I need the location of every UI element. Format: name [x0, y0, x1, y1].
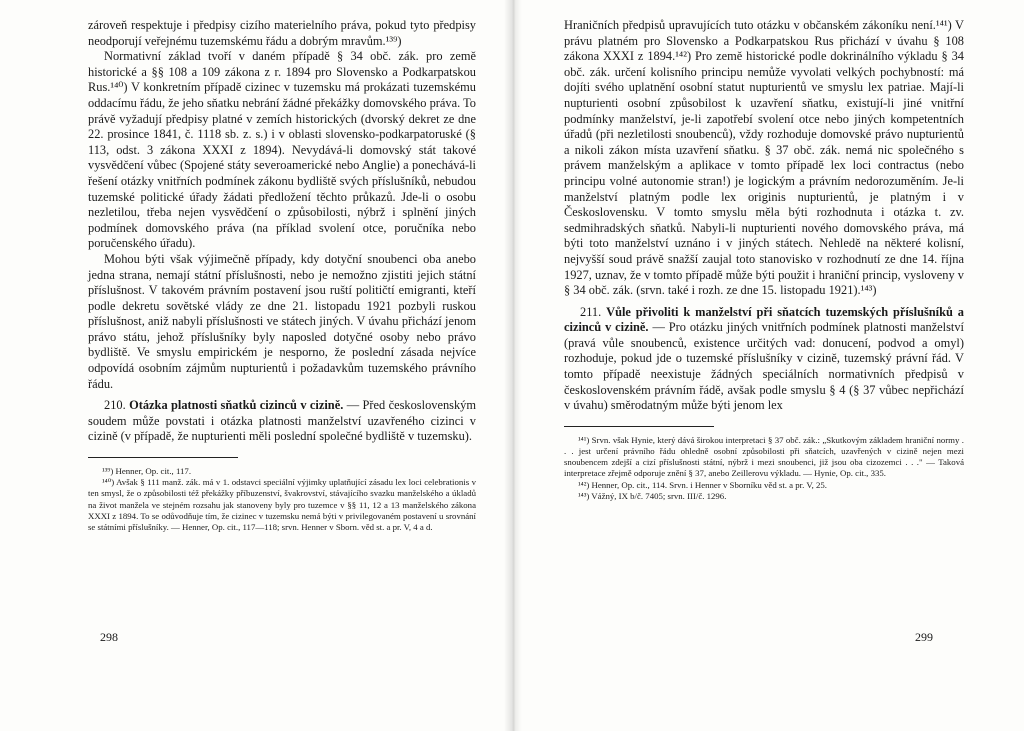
left-paragraph-2: Normativní základ tvoří v daném případě § 34 obč. zák. pro země historické a §§ 108 a 109 zákona z r. 1894 pro Slovensko a Podkarpatskou Rus.¹⁴⁰) V konkretním případě cizinec v tuzemsku má prokázati tuzemskému oddacímu řádu, že jeho sňatku nebrání žádné překážky domovského práva. To právě vyžadují předpisy platné v zemích historických (dvorský dekret ze dne 22. prosince 1841, č. 1118 sb. z. s.) i v oblasti slovensko-podkarpatoruské (§ 113, odst. 3 zákona XXXI z 1894). Nevydává-li domovský stát takové vysvědčení vůbec (Spojené státy severoamerické nebo Anglie) a ponechává-li řešení otázky vnitřních podmínek zákonu bydliště svých příslušníků, nebudou tuzemské politické úřady žádati předložení těchto průkazů. Jde-li o osobu nezletilou, třeba nejen vysvědčení o způsobilosti, nýbrž i splnění jiných podmínek domovského práva (na příklad svolení otce, poručníka nebo poručenského úřadu). [88, 49, 476, 251]
right-text-column [564, 18, 964, 502]
footnote-142: ¹⁴²) Henner, Op. cit., 114. Srvn. i Henner v Sborníku věd st. a pr. V, 25. [578, 479, 827, 490]
section-211-number: 211. [580, 304, 602, 319]
section-210-number: 210. [104, 398, 126, 413]
left-paragraph-3: Mohou býti však výjimečně případy, kdy dotyční snoubenci oba anebo jedna strana, nemají státní příslušnosti, nebo je nemožno zjistiti jejich státní příslušnost. V takovém právním postavení jsou ruští političtí emigranti, kteří podle dekretu sovětské vlády ze dne 21. listopadu 1921 pozbyli ruskou příslušnost, aniž nabyli příslušnosti ve státech jiných. V úvahu přichází jenom právo státu, jehož příslušníky byly naposled dotyčné osoby nebo právo bydliště. Ve smyslu empirickém je nesporno, že poslední zásada nejvíce odpovídá osobním zájmům nupturientů i požadavkům tuzemského právního řádu. [88, 251, 476, 391]
page-number-right: 299 [915, 630, 933, 644]
footnote-141: ¹⁴¹) Srvn. však Hynie, který dává širokou interpretaci § 37 obč. zák.: „Skutkovým základem hraniční normy . . . jest určení právního řádu ohledně osobní způsobilosti při sňatcích, uzavřených v cizině nejen mezi snoubencem zdejší a cizí příslušnosti státní, nýbrž i mezi snoubenci, již jsou oba cizozemci . . ." — Taková interpretace zřejmě odporuje znění § 37, anebo Zeillerovu výkladu. — Hynie, Op. cit., 335. [564, 434, 964, 479]
footnote-143: ¹⁴³) Vážný, IX b/č. 7405; srvn. III/č. 1296. [578, 490, 727, 501]
page-number-left: 298 [100, 630, 118, 644]
right-paragraph-1: Hraničních předpisů upravujících tuto otázku v občanském zákoníku není.¹⁴¹) V právu platném pro Slovensko a Podkarpatskou Rus přichází v úvahu § 108 zákona XXXI z 1894.¹⁴²) Pro země historické podle dokrinálního výkladu § 34 obč. zák. určení kolisního principu nemůže vyvolati velkých pochybností: má dojíti svého uplatnění osobní statut nupturientů ve smyslu lex patriae. Mají-li nupturienti osobní způsobilost k uzavření sňatku, existují-li jiné vnitřní podmínky manželství, je-li zapotřebí svolení otce nebo jiných kompetentních úřadů (při nezletilosti snoubenců), vždy rozhoduje domovské právo nupturientů a nikoli zákon místa uzavření sňatku. § 37 obč. zák. nemá nic společného s právem manželským a aplikace v tomto případě lex loci contractus (nebo principu volné autonomie stran!) je logickým a právním nedorozuměním. Je-li manželství platným podle lex originis nupturientů, je platným i v Československu. V tomto smyslu měla býti rozhodnuta i otázka t. zv. sedmihradských sňatků. Nabyli-li nupturienti nového domovského práva, má býti toto manželství uznáno i v jiných státech. Nehledě na některé kolisní, nejvyšší soud právě snažší zaujal toto stanovisko v rozhodnutí ze dne 14. října 1927, uznav, že v tomto případě může býti použit i hraniční princip, vysloveny v § 34 obč. zák. (srvn. také i rozh. ze dne 15. listopadu 1921).¹⁴³) [564, 18, 964, 298]
footnote-rule [88, 457, 238, 458]
footnote-140: ¹⁴⁰) Avšak § 111 manž. zák. má v 1. odstavci speciální výjimky uplatňující zásadu lex loci celebrationis v ten smysl, že o způsobilosti též překážky příbuzenství, švakrovství, stávajícího svazku manželského a úkladů na život manžela ve stejném rozsahu jak stanoveny byly pro tuzemce v §§ 11, 12 a 13 manželského zákona XXXI z 1894. To se odůvodňuje tím, že cizinec v tuzemsku nemá býti v privilegovaném postavení u srovnání se státními příslušníky. — Henner, Op. cit., 117—118; srvn. Henner v Sborn. věd st. a pr. V, 4 a d. [88, 477, 476, 533]
footnote-139: ¹³⁹) Henner, Op. cit., 117. [102, 466, 192, 477]
right-footnotes [564, 435, 964, 502]
left-paragraph-1: zároveň respektuje i předpisy cizího materielního práva, pokud tyto předpisy neodporují veřejnému tuzemskému řádu a dobrým mravům.¹³⁹) [88, 18, 476, 48]
footnote-rule [564, 426, 714, 427]
section-210-title: Otázka platnosti sňatků cizinců v cizině. [129, 398, 344, 413]
section-211-title: Vůle přivoliti k manželství při sňatcích tuzemských příslušníků a cizinců v cizině. [564, 304, 964, 335]
section-211-heading [564, 305, 964, 414]
left-text-column [88, 18, 476, 533]
left-footnotes [88, 466, 476, 533]
section-211-text: — Pro otázku jiných vnitřních podmínek platnosti manželství (pravá vůle snoubenců, existence určitých vad: donucení, podvod a omyl) rozhoduje, pokud jde o tuzemské příslušníky v cizině, tuzemský právní řád. V tomto případě neexistuje žádných speciálních normativních předpisů v československém právním řádě, avšak podle smyslu § 4 (§ 37 vůbec nepřichází v úvahu) směrodatným může býti jenom lex [564, 320, 964, 413]
section-210-heading [88, 398, 476, 445]
right-page [512, 0, 1024, 731]
section-210-text: — Před československým soudem může povstati i otázka platnosti manželství uzavřeného cizinci v cizině (v případě, že nupturienti měli poslední společné bydliště v tuzemsku). [88, 398, 477, 444]
